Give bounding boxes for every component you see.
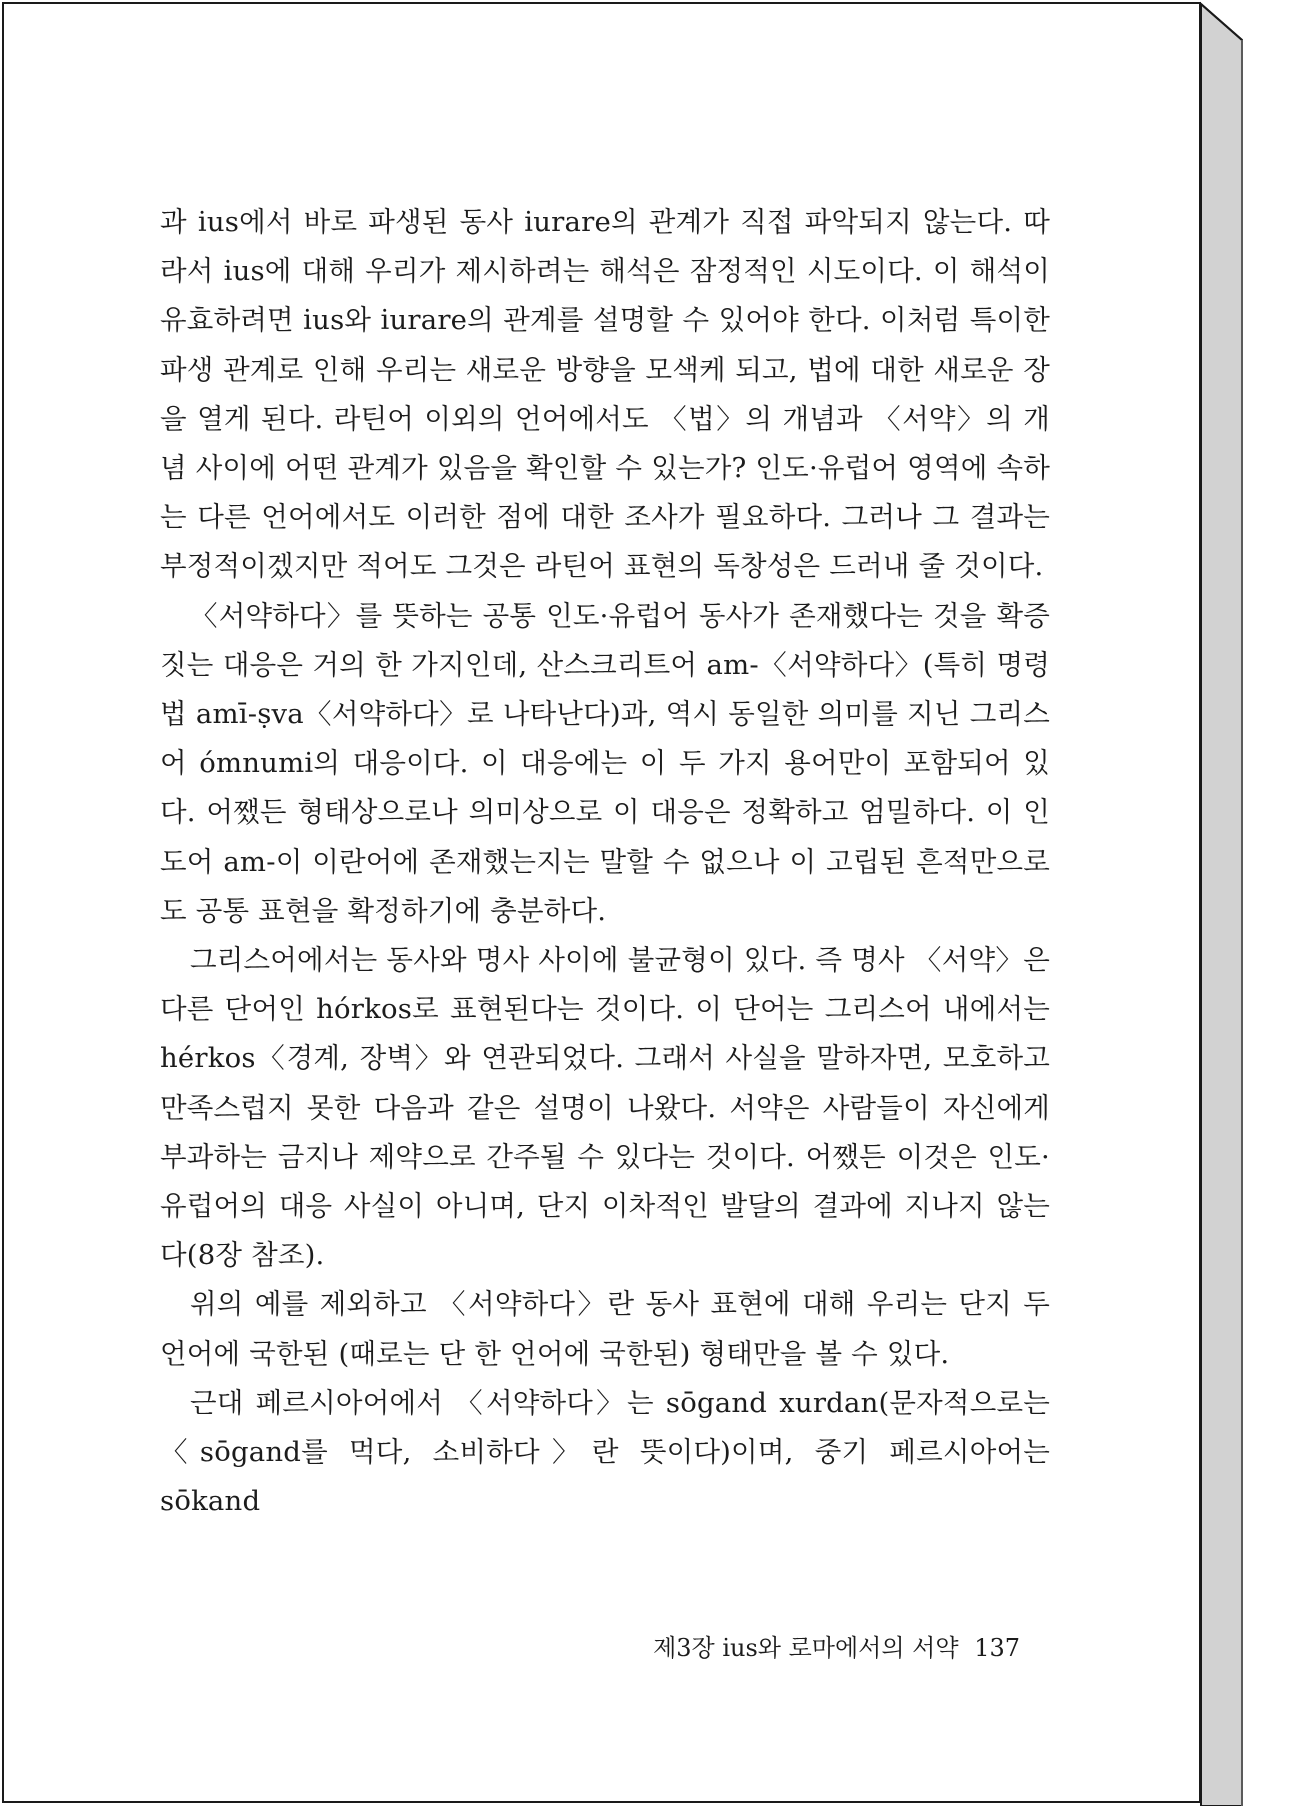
body-text [160, 198, 1050, 1526]
paragraph-4: 위의 예를 제외하고 〈서약하다〉란 동사 표현에 대해 우리는 단지 두 언어에 국한된 (때로는 단 한 언어에 국한된) 형태만을 볼 수 있다. [160, 1288, 1050, 1370]
paragraph-5: 근대 페르시아어에서 〈서약하다〉는 sōgand xurdan(문자적으로는 〈sōgand를 먹다, 소비하다〉란 뜻이다)이며, 중기 페르시아어는 sōkand [160, 1386, 1050, 1518]
paragraph-2: 〈서약하다〉를 뜻하는 공통 인도·유럽어 동사가 존재했다는 것을 확증짓는 대응은 거의 한 가지인데, 산스크리트어 am-〈서약하다〉(특히 명령법 amī-ṣva〈서약하다〉로 나타난다)과, 역시 동일한 의미를 지닌 그리스어 ómnumi의 대응이다. 이 대응에는 이 두 가지 용어만이 포함되어 있다. 어쨌든 형태상으로나 의미상으로 이 대응은 정확하고 엄밀하다. 이 인도어 am-이 이란어에 존재했는지는 말할 수 없으나 이 고립된 흔적만으로도 공통 표현을 확정하기에 충분하다. [160, 599, 1050, 927]
page-number: 137 [974, 1634, 1020, 1662]
running-header-chapter: 제3장 ius와 로마에서의 서약 [653, 1634, 959, 1662]
paragraph-3: 그리스어에서는 동사와 명사 사이에 불균형이 있다. 즉 명사 〈서약〉은 다른 단어인 hórkos로 표현된다는 것이다. 이 단어는 그리스어 내에서는 hérkos〈경계, 장벽〉와 연관되었다. 그래서 사실을 말하자면, 모호하고 만족스럽지 못한 다음과 같은 설명이 나왔다. 서약은 사람들이 자신에게 부과하는 금지나 제약으로 간주될 수 있다는 것이다. 어쨌든 이것은 인도·유럽어의 대응 사실이 아니며, 단지 이차적인 발달의 결과에 지나지 않는다(8장 참조). [160, 944, 1050, 1272]
paragraph-1: 과 ius에서 바로 파생된 동사 iurare의 관계가 직접 파악되지 않는다. 따라서 ius에 대해 우리가 제시하려는 해석은 잠정적인 시도이다. 이 해석이 유효하려면 ius와 iurare의 관계를 설명할 수 있어야 한다. 이처럼 특이한 파생 관계로 인해 우리는 새로운 방향을 모색케 되고, 법에 대한 새로운 장을 열게 된다. 라틴어 이외의 언어에서도 〈법〉의 개념과 〈서약〉의 개념 사이에 어떤 관계가 있음을 확인할 수 있는가? 인도·유럽어 영역에 속하는 다른 언어에서도 이러한 점에 대한 조사가 필요하다. 그러나 그 결과는 부정적이겠지만 적어도 그것은 라틴어 표현의 독창성은 드러내 줄 것이다. [160, 206, 1050, 583]
page-footer [640, 1628, 1020, 1663]
